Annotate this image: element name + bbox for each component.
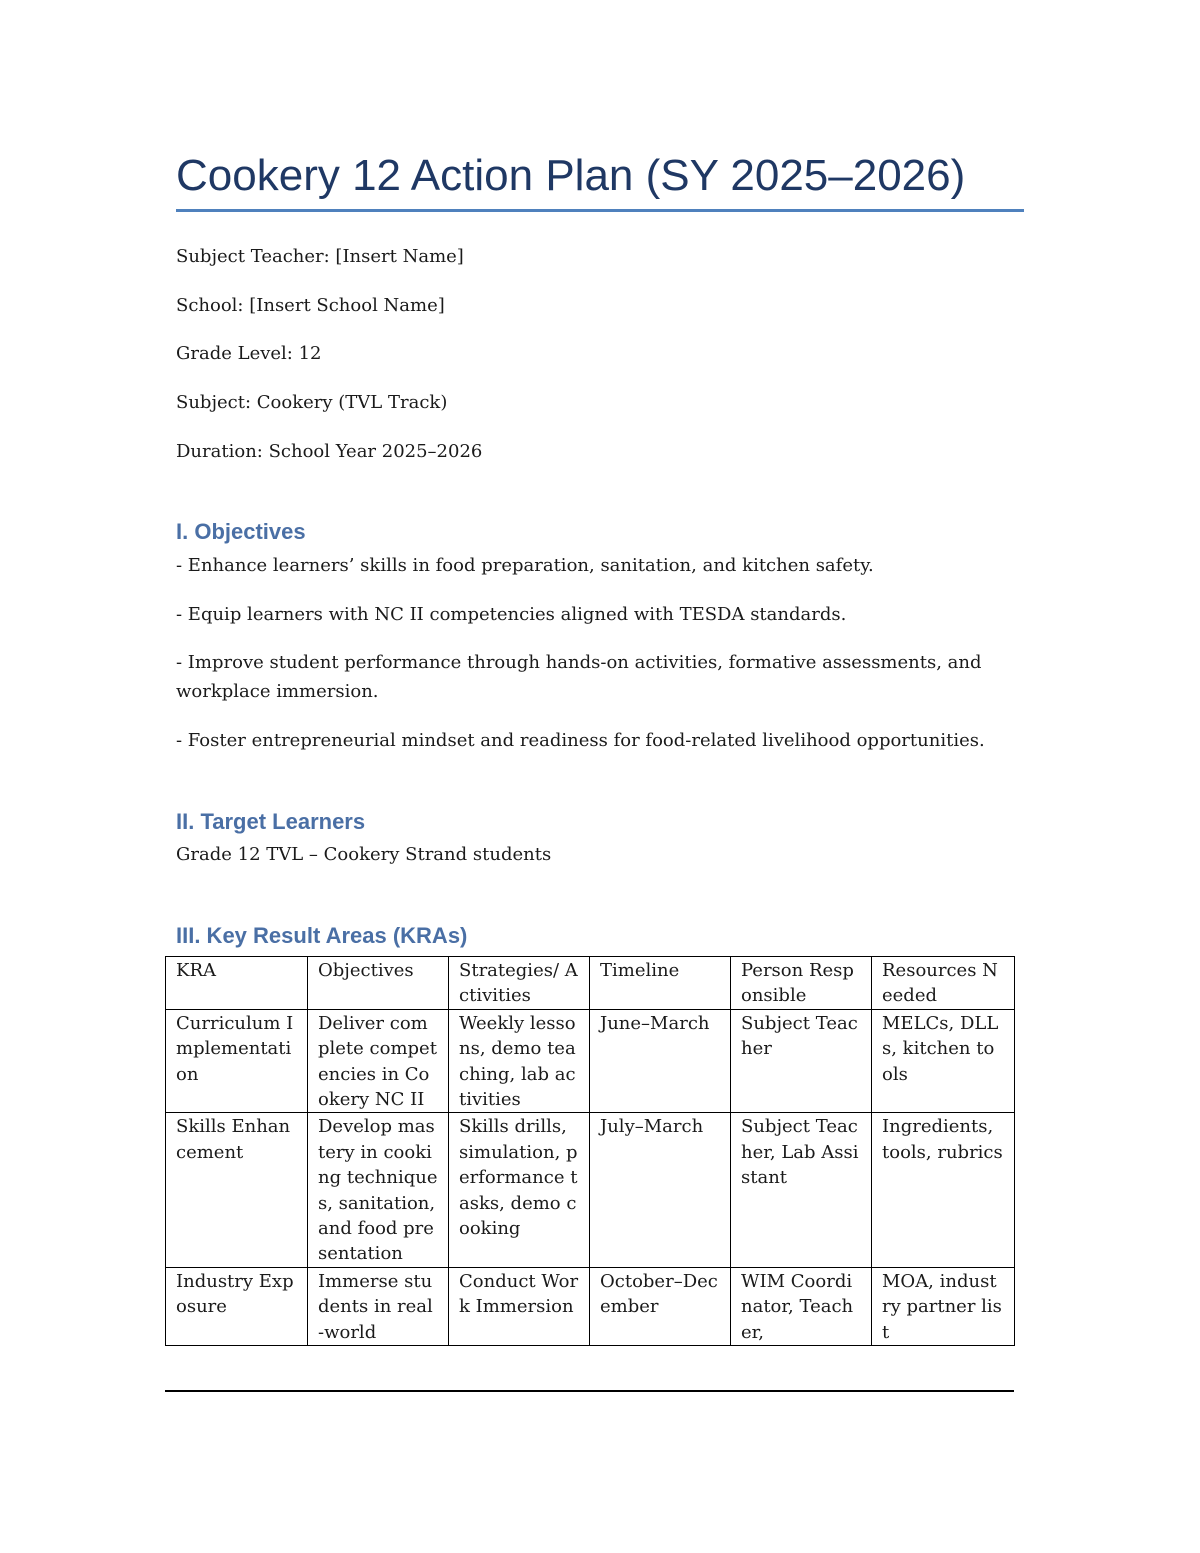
meta-grade: Grade Level: 12 <box>176 343 322 364</box>
table-cell: Conduct Work Immersion <box>449 1267 590 1345</box>
table-cell: Weekly lessons, demo teaching, lab activities <box>449 1009 590 1113</box>
table-cell: Subject Teacher <box>731 1009 872 1113</box>
table-header-row <box>166 957 1015 1010</box>
target-learners-heading: II. Target Learners <box>176 809 366 834</box>
objective-item: - Enhance learners’ skills in food preparation, sanitation, and kitchen safety. <box>176 555 874 576</box>
table-cell: June–March <box>590 1009 731 1113</box>
table-cell: WIM Coordinator, Teacher, <box>731 1267 872 1345</box>
header-cell-person: Person Responsible <box>731 957 872 1010</box>
header-cell-objectives: Objectives <box>308 957 449 1010</box>
header-cell-resources: Resources Needed <box>872 957 1015 1010</box>
table-cell: Curriculum Implementation <box>166 1009 308 1113</box>
meta-duration: Duration: School Year 2025–2026 <box>176 441 483 462</box>
table-cell: Deliver complete competencies in Cookery NC II <box>308 1009 449 1113</box>
table-row <box>166 1113 1015 1267</box>
table-cell: Industry Exposure <box>166 1267 308 1345</box>
table-cell: Develop mastery in cooking techniques, sanitation, and food presentation <box>308 1113 449 1267</box>
table-cell: July–March <box>590 1113 731 1267</box>
meta-school: School: [Insert School Name] <box>176 295 445 316</box>
objective-item: - Equip learners with NC II competencies aligned with TESDA standards. <box>176 604 847 625</box>
table-cell: MELCs, DLLs, kitchen tools <box>872 1009 1015 1113</box>
table-row <box>166 1267 1015 1345</box>
header-cell-strategies: Strategies/ Activities <box>449 957 590 1010</box>
kra-table <box>165 956 1015 1346</box>
table-cell: MOA, industry partner list <box>872 1267 1015 1345</box>
meta-subject: Subject: Cookery (TVL Track) <box>176 392 448 413</box>
table-cell: October–December <box>590 1267 731 1345</box>
table-cell: Skills Enhancement <box>166 1113 308 1267</box>
objective-item: - Improve student performance through hands-on activities, formative assessments, and workplace immersion. <box>176 652 982 702</box>
header-cell-kra: KRA <box>166 957 308 1010</box>
table-page-break-edge <box>165 1390 1014 1392</box>
target-learners-text: Grade 12 TVL – Cookery Strand students <box>176 844 552 865</box>
objective-item: - Foster entrepreneurial mindset and readiness for food-related livelihood opportunities. <box>176 730 985 751</box>
document-title: Cookery 12 Action Plan (SY 2025–2026) <box>176 151 966 200</box>
table-cell: Ingredients, tools, rubrics <box>872 1113 1015 1267</box>
kra-heading: III. Key Result Areas (KRAs) <box>176 923 468 948</box>
meta-teacher: Subject Teacher: [Insert Name] <box>176 246 464 267</box>
table-row <box>166 1009 1015 1113</box>
header-cell-timeline: Timeline <box>590 957 731 1010</box>
table-cell: Immerse students in real-world <box>308 1267 449 1345</box>
objectives-heading: I. Objectives <box>176 519 306 544</box>
table-cell: Skills drills, simulation, performance tasks, demo cooking <box>449 1113 590 1267</box>
table-cell: Subject Teacher, Lab Assistant <box>731 1113 872 1267</box>
